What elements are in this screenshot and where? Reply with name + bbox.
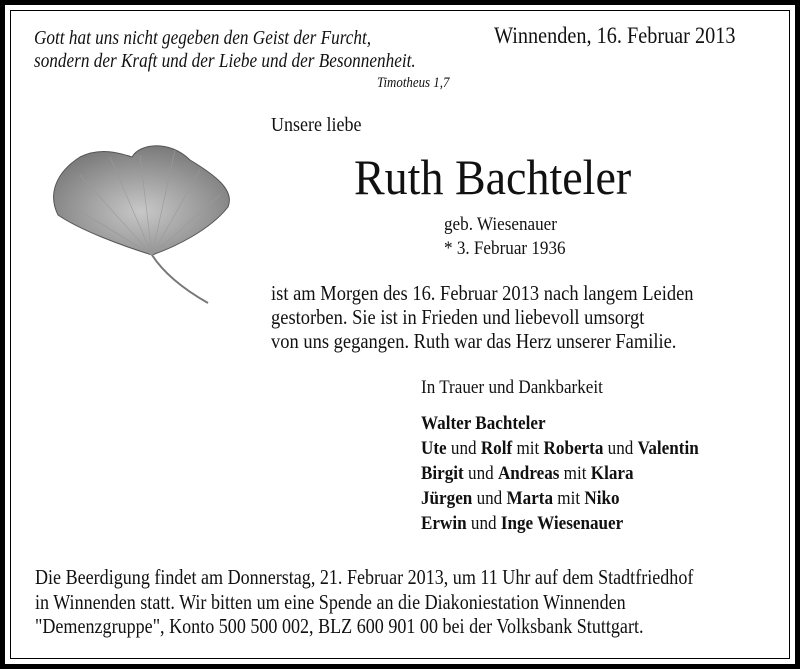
maiden-name: geb. Wiesenauer — [444, 214, 557, 235]
quote-reference: Timotheus 1,7 — [377, 75, 450, 91]
connector-text: mit — [559, 463, 591, 484]
connector-text: und — [472, 488, 507, 509]
family-member-line — [421, 464, 634, 483]
connector-text: und — [603, 438, 638, 459]
place-date: Winnenden, 16. Februar 2013 — [494, 23, 736, 48]
family-member-name: Rolf — [480, 438, 513, 459]
funeral-info-line-3: "Demenzgruppe", Konto 500 500 002, BLZ 600 901 00 bei der Volksbank Stuttgart. — [35, 614, 644, 638]
family-member-line — [421, 489, 620, 508]
family-member-name: Ute — [421, 438, 447, 459]
connector-text: mit — [512, 438, 544, 459]
connector-text: und — [466, 513, 501, 534]
connector-text: und — [446, 438, 481, 459]
connector-text: und — [463, 463, 498, 484]
family-member-line — [421, 414, 546, 433]
family-member-line — [421, 439, 699, 458]
family-member-name: Roberta — [543, 438, 604, 459]
birth-date: * 3. Februar 1936 — [444, 238, 566, 259]
intro-text: Unsere liebe — [271, 114, 362, 136]
announcement-line-3: von uns gegangen. Ruth war das Herz unserer Familie. — [271, 329, 677, 353]
family-member-name: Valentin — [637, 438, 699, 459]
family-member-name: Marta — [506, 488, 554, 509]
mourning-line: In Trauer und Dankbarkeit — [421, 377, 603, 398]
connector-text: mit — [553, 488, 585, 509]
family-member-name: Klara — [590, 463, 634, 484]
announcement-line-2: gestorben. Sie ist in Frieden und liebevoll umsorgt — [271, 305, 645, 329]
family-member-name: Birgit — [421, 463, 464, 484]
family-member-line — [421, 514, 623, 533]
funeral-info-line-1: Die Beerdigung findet am Donnerstag, 21. Februar 2013, um 11 Uhr auf dem Stadtfriedhof — [35, 565, 694, 589]
quote-line-2: sondern der Kraft und der Liebe und der Besonnenheit. — [34, 50, 416, 72]
announcement-line-1: ist am Morgen des 16. Februar 2013 nach langem Leiden — [271, 281, 694, 305]
ginkgo-leaf-image — [40, 135, 240, 310]
family-member-name: Niko — [584, 488, 620, 509]
family-member-name: Walter Bachteler — [421, 413, 546, 434]
funeral-info-line-2: in Winnenden statt. Wir bitten um eine Spende an die Diakoniestation Winnenden — [35, 590, 626, 614]
family-member-name: Inge Wiesenauer — [500, 513, 624, 534]
family-member-name: Andreas — [497, 463, 560, 484]
family-member-name: Jürgen — [421, 488, 473, 509]
family-member-name: Erwin — [421, 513, 467, 534]
deceased-name: Ruth Bachteler — [354, 149, 632, 205]
quote-line-1: Gott hat uns nicht gegeben den Geist der Furcht, — [34, 27, 372, 49]
